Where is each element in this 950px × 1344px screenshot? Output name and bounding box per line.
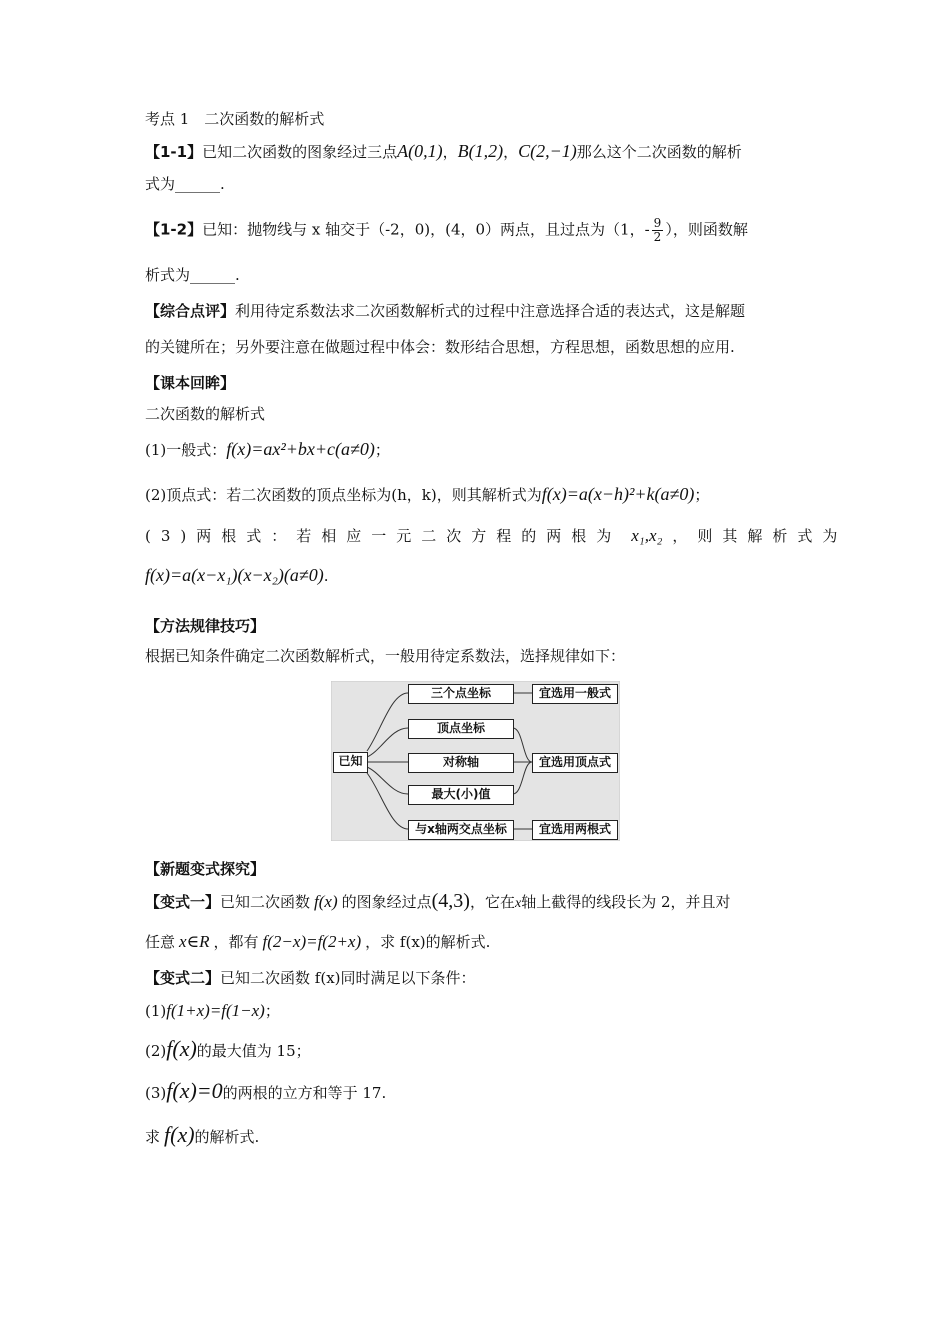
variant-1-text-a: 已知二次函数 <box>220 893 311 911</box>
diagram-three-points: 三个点坐标 <box>408 684 514 704</box>
condition-1-end: ； <box>264 1002 280 1020</box>
diagram-use-roots: 宜选用两根式 <box>532 820 618 840</box>
variants-heading <box>145 858 810 880</box>
variant-1-text-d: 轴上截得的线段长为 2，并且对 <box>521 893 731 911</box>
roots-form-vars: x₁,x₂ <box>631 526 663 545</box>
variant-1-f: f(x) <box>314 892 338 911</box>
variant-1-line2-a: 任意 <box>145 933 176 951</box>
vertex-form-end: ； <box>694 486 710 504</box>
variant-2-line <box>145 967 810 989</box>
variant-2-label: 【变式二】 <box>145 969 221 987</box>
variant-1-line2-c: ，求 f(x)的解析式. <box>365 933 491 951</box>
method-label: 【方法规律技巧】 <box>145 617 266 635</box>
variant-1-line2-b: ，都有 <box>213 933 259 951</box>
ask-text: 的解析式. <box>194 1128 260 1146</box>
condition-1-prefix: (1) <box>145 1002 167 1020</box>
roots-form-line-2 <box>145 564 810 587</box>
heading-text: 考点 1 二次函数的解析式 <box>145 110 325 128</box>
q1-1-label: 【1-1】 <box>145 143 203 161</box>
condition-1-formula: f(1+x)=f(1−x) <box>166 1001 265 1020</box>
method-text-line <box>145 645 810 667</box>
ask-prefix: 求 <box>145 1128 161 1146</box>
variant-1-label: 【变式一】 <box>145 893 221 911</box>
q1-2-post: ），则函数解 <box>665 220 748 239</box>
fraction-9-over-2 <box>652 217 664 244</box>
roots-form-formula: f(x)=a(x−x₁)(x−x₂)(a≠0) <box>145 565 324 585</box>
point-b: B(1,2) <box>457 141 504 161</box>
review-heading <box>145 372 810 394</box>
q1-1-post: 那么这个二次函数的解析 <box>576 143 742 161</box>
variant-1-text-c: ，它在 <box>469 893 515 911</box>
fraction-denominator: 2 <box>653 230 662 244</box>
q1-1-sep1: ， <box>442 143 458 161</box>
variant-1-line-2 <box>145 931 810 953</box>
review-title-text: 二次函数的解析式 <box>145 405 266 423</box>
point-a: A(0,1) <box>397 141 443 161</box>
condition-3-formula: f(x)=0 <box>166 1078 223 1103</box>
roots-form-line-1 <box>145 525 848 547</box>
variant-2-text: 已知二次函数 f(x)同时满足以下条件： <box>220 969 476 987</box>
question-1-1-line-2 <box>145 173 810 195</box>
roots-form-post: ，则其解析式为 <box>672 527 848 545</box>
vertex-form-formula: f(x)=a(x−h)²+k(a≠0) <box>541 484 695 504</box>
roots-form-end: . <box>323 567 329 585</box>
question-1-2-line-1 <box>145 217 810 244</box>
fraction-numerator: 9 <box>653 216 662 230</box>
review-label: 【课本回眸】 <box>145 374 236 392</box>
comment-text-2: 的关键所在；另外要注意在做题过程中体会：数形结合思想，方程思想，函数思想的应用. <box>145 338 735 356</box>
q1-2-label: 【1-2】 <box>145 220 203 239</box>
condition-3-text: 的两根的立方和等于 17. <box>222 1084 387 1102</box>
condition-2-formula: f(x) <box>166 1036 197 1061</box>
comment-line-2 <box>145 336 810 358</box>
general-form-end: ； <box>374 441 390 459</box>
method-text: 根据已知条件确定二次函数解析式，一般用待定系数法，选择规律如下： <box>145 647 626 665</box>
method-heading <box>145 615 810 637</box>
diagram-symmetry-axis: 对称轴 <box>408 753 514 773</box>
variant-1-point: (4,3) <box>431 890 470 912</box>
diagram-x-intersections: 与x轴两交点坐标 <box>408 820 514 840</box>
general-form-formula: f(x)=ax²+bx+c(a≠0) <box>226 439 375 459</box>
diagram-extreme-value: 最大(小)值 <box>408 785 514 805</box>
question-1-2-line-2 <box>145 264 810 286</box>
diagram-root-known: 已知 <box>333 752 368 773</box>
comment-text-1: 利用待定系数法求二次函数解析式的过程中注意选择合适的表达式，这是解题 <box>235 302 746 320</box>
variant-1-symmetry: f(2−x)=f(2+x) <box>262 932 362 951</box>
comment-label: 【综合点评】 <box>145 302 236 320</box>
vertex-form-prefix: (2)顶点式：若二次函数的顶点坐标为(h，k)，则其解析式为 <box>145 486 542 504</box>
section-heading <box>145 108 810 130</box>
variant-1-line-1 <box>145 890 810 915</box>
point-c: C(2,−1) <box>518 141 577 161</box>
method-diagram <box>331 681 620 841</box>
general-form-line <box>145 438 810 461</box>
q1-1-sep2: ， <box>503 143 519 161</box>
condition-2-line <box>145 1038 810 1062</box>
variants-label: 【新题变式探究】 <box>145 860 266 878</box>
ask-formula: f(x) <box>164 1122 195 1147</box>
q1-2-pre: 已知：抛物线与 x 轴交于（-2，0)，(4，0）两点，且过点为（1，- <box>202 220 650 239</box>
condition-3-line <box>145 1080 810 1104</box>
variant-1-x: x <box>514 896 522 911</box>
diagram-use-vertex: 宜选用顶点式 <box>532 753 618 773</box>
variant-1-domain: x∈R <box>179 932 210 951</box>
comment-line-1 <box>145 300 810 322</box>
condition-2-text: 的最大值为 15； <box>196 1042 311 1060</box>
ask-line <box>145 1124 810 1148</box>
review-title <box>145 403 810 425</box>
variant-1-text-b: 的图象经过点 <box>341 893 432 911</box>
condition-3-prefix: (3) <box>145 1084 167 1102</box>
roots-form-prefix: (3)两根式：若相应一元二次方程的两根为 <box>145 527 622 545</box>
q1-1-line2: 式为______. <box>145 175 225 193</box>
diagram-vertex-coords: 顶点坐标 <box>408 719 514 739</box>
general-form-prefix: (1)一般式： <box>145 441 227 459</box>
vertex-form-line <box>145 483 810 506</box>
condition-1-line <box>145 1000 810 1022</box>
condition-2-prefix: (2) <box>145 1042 167 1060</box>
question-1-1-line-1 <box>145 140 810 163</box>
diagram-use-general: 宜选用一般式 <box>532 684 618 704</box>
q1-2-line2: 析式为______. <box>145 266 240 284</box>
q1-1-pre: 已知二次函数的图象经过三点 <box>202 143 398 161</box>
